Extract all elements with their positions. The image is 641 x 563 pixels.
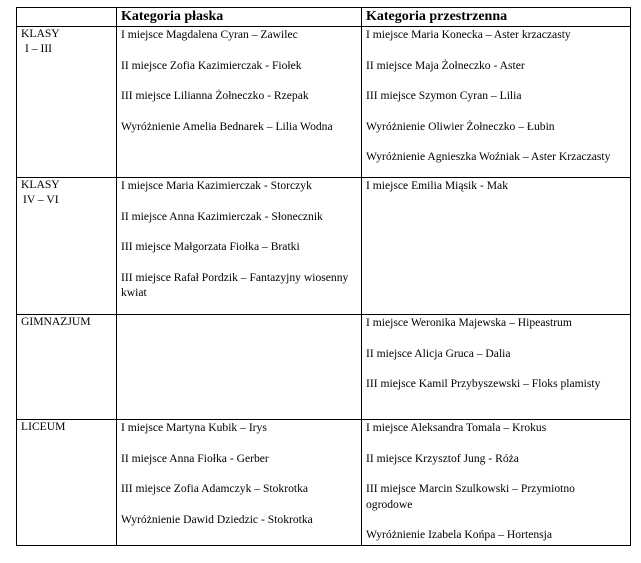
award-entry: Wyróżnienie Amelia Bednarek – Lilia Wodna (121, 119, 333, 133)
level-range: IV – VI (23, 192, 59, 206)
award-entry: I miejsce Maria Kazimierczak - Storczyk (121, 179, 312, 192)
award-entry: II miejsce Anna Kazimierczak - Słonecznik (121, 209, 323, 223)
award-entry: II miejsce Zofia Kazimierczak - Fiołek (121, 58, 302, 72)
award-entry: Wyróżnienie Agnieszka Woźniak – Aster Krzaczasty (366, 150, 611, 163)
header-spatial-category: Kategoria przestrzenna (362, 8, 631, 27)
results-table (16, 7, 631, 546)
award-entry: III miejsce Zofia Adamczyk – Stokrotka (121, 482, 309, 495)
award-entry: III miejsce Marcin Szulkowski – Przymiotno ogrodowe (366, 482, 575, 511)
award-entry: III miejsce Szymon Cyran – Lilia (366, 89, 522, 102)
award-entry: I miejsce Maria Konecka – Aster krzaczasty (366, 28, 571, 41)
header-level (17, 8, 117, 27)
award-entry: Wyróżnienie Izabela Końpa – Hortensja (366, 528, 553, 541)
award-entry: III miejsce Kamil Przybyszewski – Floks plamisty (366, 377, 601, 390)
level-range: I – III (25, 41, 53, 55)
flat-category-cell (117, 27, 362, 178)
spatial-category-cell (362, 178, 631, 315)
level-label: GIMNAZJUM (21, 315, 91, 328)
award-entry: Wyróżnienie Oliwier Żołneczko – Łubin (366, 119, 555, 133)
table-row (17, 315, 631, 420)
header-row (17, 8, 631, 27)
level-label: KLASY (21, 27, 60, 40)
spatial-category-cell (362, 420, 631, 546)
table-row (17, 27, 631, 178)
award-entry: III miejsce Lilianna Żołneczko - Rzepak (121, 89, 309, 102)
award-entry: Wyróżnienie Dawid Dziedzic - Stokrotka (121, 512, 313, 526)
level-cell (17, 27, 117, 178)
award-entry: II miejsce Anna Fiołka - Gerber (121, 451, 269, 465)
award-entry: III miejsce Małgorzata Fiołka – Bratki (121, 240, 300, 253)
award-entry: I miejsce Martyna Kubik – Irys (121, 421, 267, 434)
flat-category-cell (117, 178, 362, 315)
table-row (17, 178, 631, 315)
flat-category-cell (117, 315, 362, 420)
award-entry: II miejsce Alicja Gruca – Dalia (366, 346, 511, 360)
award-entry: I miejsce Emilia Miąsik - Mak (366, 179, 508, 192)
award-entry: II miejsce Maja Żołneczko - Aster (366, 58, 525, 72)
level-cell (17, 315, 117, 420)
table-row (17, 420, 631, 546)
award-entry: I miejsce Aleksandra Tomala – Krokus (366, 421, 547, 434)
award-entry: III miejsce Rafał Pordzik – Fantazyjny wiosenny kwiat (121, 270, 349, 299)
level-cell (17, 178, 117, 315)
level-label: KLASY (21, 178, 60, 191)
spatial-category-cell (362, 27, 631, 178)
award-entry: II miejsce Krzysztof Jung - Róża (366, 451, 519, 465)
award-entry: I miejsce Magdalena Cyran – Zawilec (121, 28, 298, 41)
level-cell (17, 420, 117, 546)
flat-category-cell (117, 420, 362, 546)
award-entry: I miejsce Weronika Majewska – Hipeastrum (366, 316, 572, 329)
header-flat-category: Kategoria płaska (117, 8, 362, 27)
level-label: LICEUM (21, 420, 66, 433)
spatial-category-cell (362, 315, 631, 420)
